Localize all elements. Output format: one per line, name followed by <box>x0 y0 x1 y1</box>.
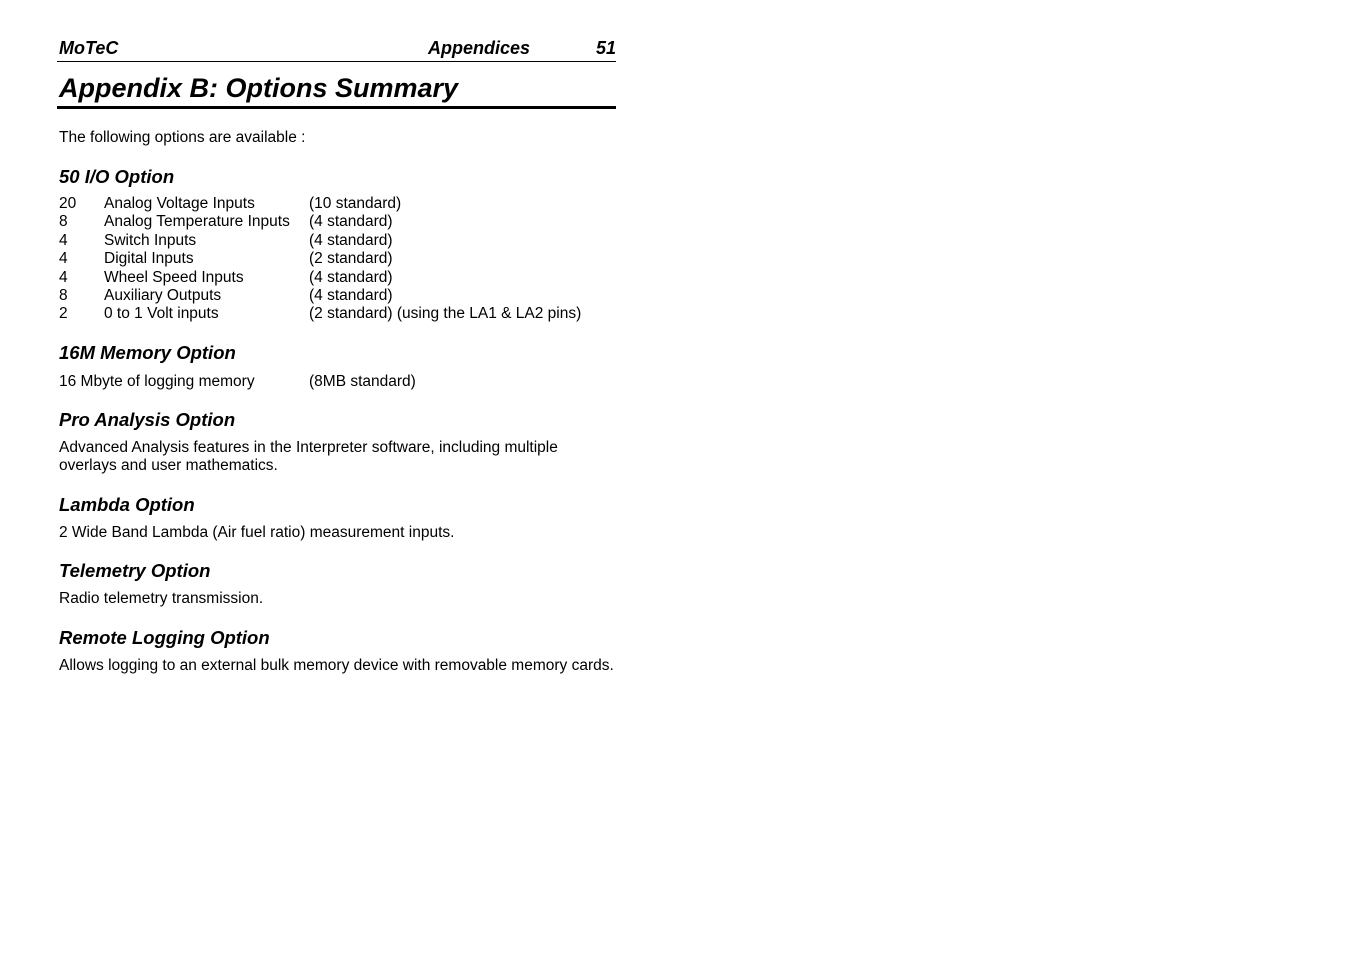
telemetry-text: Radio telemetry transmission. <box>59 590 264 608</box>
input-name-cell: Digital Inputs <box>104 250 194 268</box>
qty-cell: 4 <box>59 231 68 249</box>
io-option-heading: 50 I/O Option <box>59 166 175 187</box>
remote-logging-option-heading: Remote Logging Option <box>59 626 270 648</box>
table-row <box>59 213 581 231</box>
input-name-cell: Auxiliary Outputs <box>104 287 222 305</box>
telemetry-option-heading: Telemetry Option <box>59 560 211 582</box>
intro-text: The following options are available : <box>59 129 306 146</box>
pro-analysis-option-heading: Pro Analysis Option <box>59 408 236 430</box>
lambda-text: 2 Wide Band Lambda (Air fuel ratio) measurement inputs. <box>59 523 455 541</box>
memory-description: 16 Mbyte of logging memory <box>59 372 255 390</box>
io-options-table <box>59 195 581 324</box>
page-number: 51 <box>595 38 616 58</box>
lambda-option-heading: Lambda Option <box>59 493 195 515</box>
standard-cell: (4 standard) <box>309 231 393 249</box>
memory-option-heading: 16M Memory Option <box>59 341 236 363</box>
table-row <box>59 232 581 250</box>
header-chapter: Appendices <box>428 38 531 58</box>
input-name-cell: Switch Inputs <box>104 231 197 249</box>
running-header <box>57 36 616 62</box>
input-name-cell: Analog Temperature Inputs <box>104 213 290 231</box>
document-page <box>57 36 616 675</box>
page-title: Appendix B: Options Summary <box>57 72 616 109</box>
table-row <box>59 250 581 268</box>
standard-cell: (4 standard) <box>309 268 393 286</box>
qty-cell: 20 <box>59 195 77 212</box>
qty-cell: 2 <box>59 305 68 323</box>
table-row <box>59 305 581 323</box>
standard-cell: (4 standard) <box>309 213 393 231</box>
memory-option-row <box>59 372 616 391</box>
table-row <box>59 287 581 305</box>
memory-standard: (8MB standard) <box>309 372 416 390</box>
input-name-cell: 0 to 1 Volt inputs <box>104 305 219 323</box>
table-row <box>59 195 581 213</box>
standard-cell: (10 standard) <box>309 195 402 212</box>
standard-cell: (4 standard) <box>309 287 393 305</box>
qty-cell: 8 <box>59 287 68 305</box>
qty-cell: 4 <box>59 250 68 268</box>
qty-cell: 8 <box>59 213 68 231</box>
header-brand: MoTeC <box>59 38 119 58</box>
standard-cell: (2 standard) <box>309 250 393 268</box>
input-name-cell: Wheel Speed Inputs <box>104 268 244 286</box>
remote-logging-text: Allows logging to an external bulk memory device with removable memory cards. <box>59 656 614 674</box>
pro-analysis-text: Advanced Analysis features in the Interpreter software, including multiple overlays and user mathematics. <box>59 438 558 475</box>
input-name-cell: Analog Voltage Inputs <box>104 195 255 212</box>
standard-cell: (2 standard) (using the LA1 & LA2 pins) <box>309 305 582 323</box>
qty-cell: 4 <box>59 268 68 286</box>
table-row <box>59 269 581 287</box>
